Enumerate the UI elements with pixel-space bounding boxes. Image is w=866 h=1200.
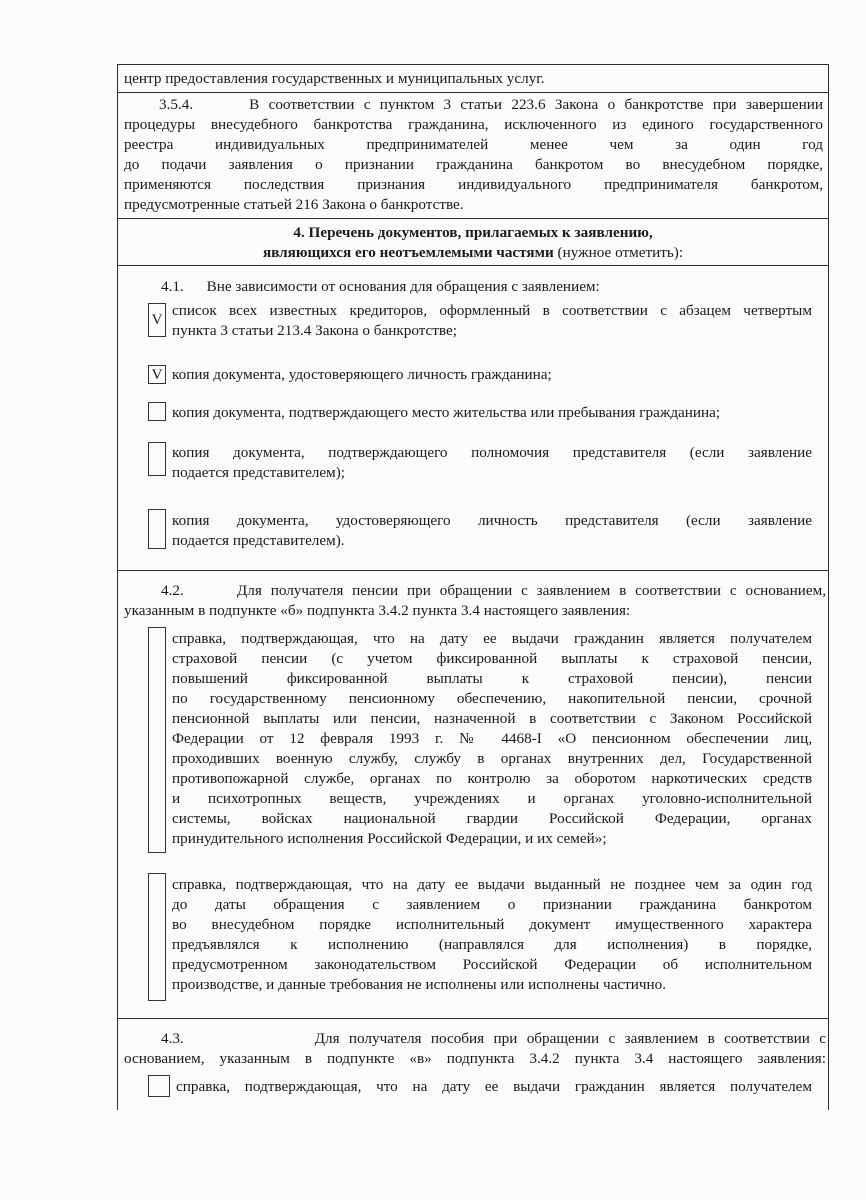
document-frame [117,64,829,1110]
item-text: пункта 3 статьи 213.4 Закона о банкротстве; [172,322,457,339]
heading-normal-part: (нужное отметить): [553,244,684,261]
section4-heading-line1: 4. Перечень документов, прилагаемых к заявлению, [293,224,653,241]
item-text: противопожарной службе, органах по контролю за оборотом наркотических средств [172,770,812,787]
divider [118,570,828,571]
p354-line: процедуры внесудебного банкротства гражданина, исключенного из единого государственного [124,116,823,133]
item-text: страховой пенсии (с учетом фиксированной выплаты к страховой пенсии, [172,650,812,667]
item-text: справка, подтверждающая, что на дату ее выдачи гражданин является получателем [176,1078,812,1095]
sub43-title: основанием, указанным в подпункте «в» подпункта 3.4.2 пункта 3.4 настоящего заявления: [124,1050,826,1067]
p354-line: 3.5.4. В соответствии с пунктом 3 статьи 223.6 Закона о банкротстве при завершении [159,96,823,113]
item-text: копия документа, подтверждающего полномочия представителя (если заявление [172,444,812,461]
p354-line: до подачи заявления о признании гражданина банкротом во внесудебном порядке, [124,156,823,173]
item-text: подается представителем); [172,464,346,481]
item-text: принудительного исполнения Российской Федерации, и их семей»; [172,830,607,847]
top-line: центр предоставления государственных и муниципальных услуг. [124,70,545,87]
divider [118,265,828,266]
checkbox-benefit-certificate[interactable] [148,1075,170,1097]
item-text: Федерации от 12 февраля 1993 г. № 4468-I «О пенсионном обеспечении лиц, [172,730,812,747]
sub43-title: 4.3. Для получателя пособия при обращении с заявлением в соответствии с [161,1030,826,1047]
checkbox-enforcement-certificate[interactable] [148,873,166,1001]
divider [118,92,828,93]
item-text: во внесудебном порядке исполнительный документ имущественного характера [172,916,812,933]
p354-line: применяются последствия признания индивидуального предпринимателя банкротом, [124,176,823,193]
checkbox-residence-copy[interactable] [148,402,166,421]
checkbox-representative-identity[interactable] [148,509,166,549]
divider [118,218,828,219]
checkbox-representative-authority[interactable] [148,442,166,476]
item-text: предъявлялся к исполнению (направлялся для исполнения) в порядке, [172,936,812,953]
sub42-title: 4.2. Для получателя пенсии при обращении с заявлением в соответствии с основанием, [161,582,826,599]
p354-line: предусмотренные статьей 216 Закона о банкротстве. [124,196,464,213]
item-text: список всех известных кредиторов, оформленный в соответствии с абзацем четвертым [172,302,812,319]
item-text: и психотропных веществ, учреждениях и органах уголовно-исполнительной [172,790,812,807]
item-text: пенсионной выплаты или пенсии, назначенной в соответствии с Законом Российской [172,710,812,727]
item-text: системы, войсках национальной гвардии Российской Федерации, органах [172,810,812,827]
item-text: копия документа, подтверждающего место жительства или пребывания гражданина; [172,404,721,421]
section4-heading-line2 [118,243,828,263]
checkbox-pension-certificate[interactable] [148,627,166,853]
item-text: производстве, и данные требования не исполнены или исполнены частично. [172,976,667,993]
item-text: повышений фиксированной выплаты к страховой пенсии), пенсии [172,670,812,687]
p354-line: реестра индивидуальных предпринимателей менее чем за один год [124,136,823,153]
checkbox-creditors-list[interactable]: V [148,303,166,337]
item-text: проходивших военную службу, службу в органах внутренних дел, Государственной [172,750,812,767]
divider [118,1018,828,1019]
item-text: справка, подтверждающая, что на дату ее выдачи выданный не позднее чем за один год [172,876,812,893]
checkbox-identity-copy[interactable]: V [148,365,166,384]
item-text: подается представителем). [172,532,345,549]
item-text: по государственному пенсионному обеспечению, накопительной пенсии, срочной [172,690,812,707]
item-text: копия документа, удостоверяющего личность представителя (если заявление [172,512,812,529]
item-text: предусмотренном законодательством Российской Федерации об исполнительном [172,956,812,973]
heading-bold-part: являющихся его неотъемлемыми частями [262,244,554,261]
sub41-title: 4.1. Вне зависимости от основания для обращения с заявлением: [161,278,600,295]
item-text: копия документа, удостоверяющего личность гражданина; [172,366,552,383]
item-text: до даты обращения с заявлением о признании гражданина банкротом [172,896,812,913]
sub42-title: указанным в подпункте «б» подпункта 3.4.2 пункта 3.4 настоящего заявления: [124,602,631,619]
item-text: справка, подтверждающая, что на дату ее выдачи гражданин является получателем [172,630,812,647]
